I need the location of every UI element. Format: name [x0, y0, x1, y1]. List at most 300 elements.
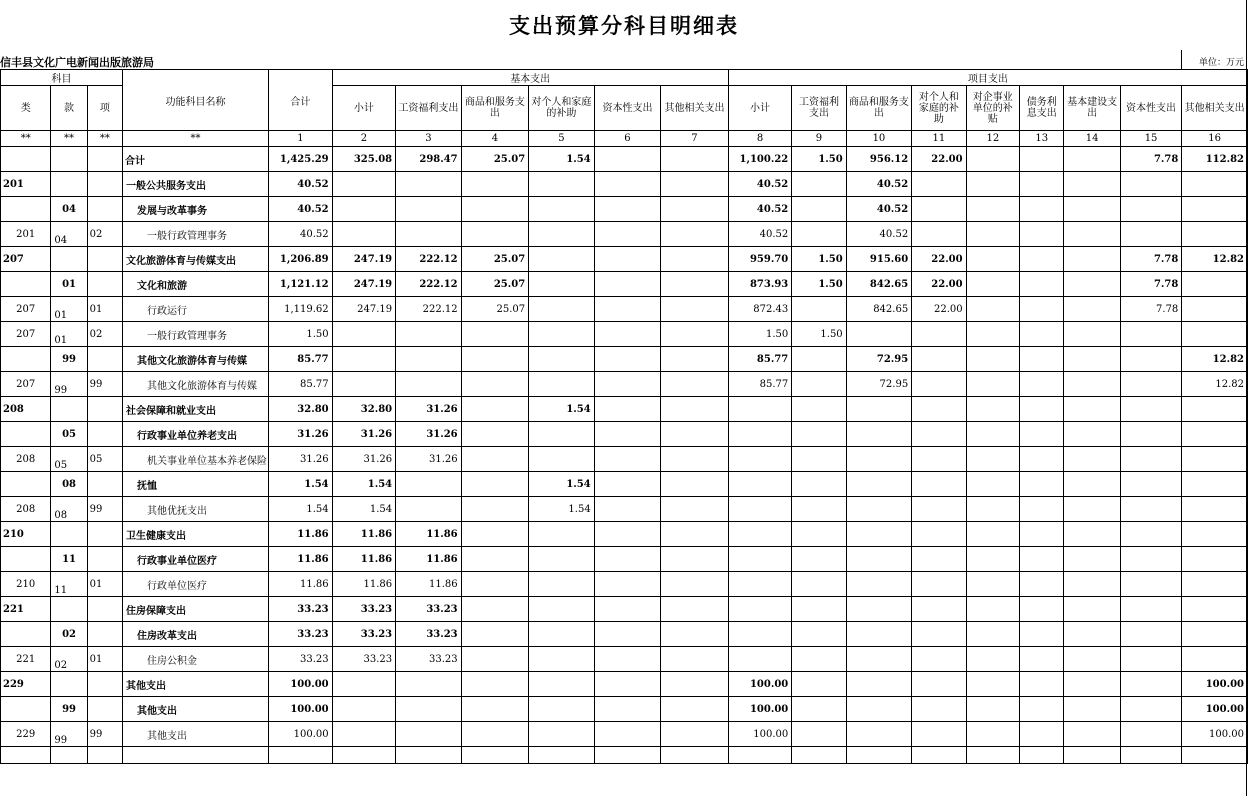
cell-lei: 229 — [1, 672, 51, 697]
cell-kuan — [51, 147, 87, 172]
cell-xiang: 02 — [87, 222, 122, 247]
cell-kuan: 05 — [51, 422, 87, 447]
cell-amount: 1.54 — [332, 497, 396, 522]
cell-lei: 210 — [1, 572, 51, 597]
cell-amount: 100.00 — [728, 697, 792, 722]
cell-amount — [912, 422, 966, 447]
cell-amount — [529, 647, 595, 672]
cell-amount: 100.00 — [269, 697, 333, 722]
cell-amount — [332, 222, 396, 247]
cell-amount — [1182, 572, 1248, 597]
cell-amount — [966, 197, 1019, 222]
table-row — [1, 272, 1248, 297]
cell-amount — [594, 672, 661, 697]
cell-kuan — [51, 247, 87, 272]
cell-amount — [661, 347, 729, 372]
cell-amount — [792, 422, 846, 447]
cell-amount — [1020, 497, 1064, 522]
cell-lei: 201 — [1, 222, 51, 247]
table-row — [1, 597, 1248, 622]
cell-amount — [529, 347, 595, 372]
cell-xiang — [87, 347, 122, 372]
cell-amount — [1120, 672, 1181, 697]
cell-amount — [966, 447, 1019, 472]
cell-amount — [594, 447, 661, 472]
cell-amount — [1064, 472, 1120, 497]
cell-amount — [1064, 372, 1120, 397]
cell-amount — [1020, 422, 1064, 447]
cell-amount — [1120, 347, 1181, 372]
cell-amount — [396, 497, 462, 522]
cell-amount — [1020, 222, 1064, 247]
cell-amount — [1182, 547, 1248, 572]
cell-amount: 1,100.22 — [728, 147, 792, 172]
cell-amount — [594, 647, 661, 672]
table-row — [1, 697, 1248, 722]
cell-xiang: 01 — [87, 647, 122, 672]
cell-function-name: 发展与改革事务 — [122, 197, 268, 222]
cell-amount — [461, 697, 529, 722]
cell-amount: 33.23 — [332, 622, 396, 647]
cell-lei: 210 — [1, 522, 51, 547]
header-lei: 类 — [1, 86, 51, 131]
cell-amount: 100.00 — [269, 672, 333, 697]
cell-amount — [912, 622, 966, 647]
cell-kuan: 99 — [51, 697, 87, 722]
header-col-5: 对个人和家庭的补助 — [529, 86, 595, 131]
cell-kuan: 11 — [51, 572, 87, 597]
empty-row — [1, 747, 1248, 764]
cell-amount — [1064, 272, 1120, 297]
cell-amount — [728, 397, 792, 422]
empty-cell — [1182, 747, 1248, 764]
cell-amount: 32.80 — [332, 397, 396, 422]
cell-amount: 31.26 — [396, 447, 462, 472]
cell-amount: 222.12 — [396, 297, 462, 322]
cell-amount — [661, 672, 729, 697]
cell-amount — [1020, 597, 1064, 622]
cell-amount — [1120, 622, 1181, 647]
cell-kuan — [51, 597, 87, 622]
header-col-number: 4 — [461, 131, 529, 147]
header-col-16: 其他相关支出 — [1182, 86, 1248, 131]
cell-amount — [966, 222, 1019, 247]
table-row — [1, 422, 1248, 447]
cell-amount — [1182, 497, 1248, 522]
cell-kuan: 99 — [51, 722, 87, 747]
budget-table — [0, 69, 1248, 764]
header-col-number: 14 — [1064, 131, 1120, 147]
table-row — [1, 547, 1248, 572]
header-basic-expense: 基本支出 — [332, 70, 728, 86]
cell-amount — [661, 272, 729, 297]
cell-amount — [1120, 447, 1181, 472]
cell-amount: 1.50 — [792, 322, 846, 347]
header-star-cell: ** — [1, 131, 51, 147]
cell-lei: 221 — [1, 647, 51, 672]
empty-cell — [1064, 747, 1120, 764]
cell-function-name: 其他支出 — [122, 722, 268, 747]
cell-amount — [1182, 322, 1248, 347]
cell-amount — [846, 472, 912, 497]
cell-amount — [1064, 222, 1120, 247]
cell-amount: 11.86 — [269, 522, 333, 547]
cell-amount — [396, 472, 462, 497]
cell-function-name: 行政单位医疗 — [122, 572, 268, 597]
cell-amount: 842.65 — [846, 297, 912, 322]
cell-lei: 207 — [1, 322, 51, 347]
cell-xiang — [87, 272, 122, 297]
cell-amount — [661, 547, 729, 572]
cell-amount — [332, 672, 396, 697]
cell-xiang — [87, 522, 122, 547]
table-row — [1, 647, 1248, 672]
cell-amount — [529, 447, 595, 472]
cell-amount — [594, 297, 661, 322]
cell-amount — [396, 322, 462, 347]
cell-amount: 247.19 — [332, 297, 396, 322]
cell-xiang — [87, 697, 122, 722]
cell-amount — [912, 697, 966, 722]
cell-amount — [529, 422, 595, 447]
cell-amount: 33.23 — [396, 622, 462, 647]
cell-amount — [846, 422, 912, 447]
cell-amount: 22.00 — [912, 272, 966, 297]
cell-amount — [1120, 372, 1181, 397]
cell-amount: 33.23 — [332, 597, 396, 622]
cell-amount: 40.52 — [846, 197, 912, 222]
header-col-14: 基本建设支出 — [1064, 86, 1120, 131]
cell-amount — [529, 322, 595, 347]
cell-amount: 31.26 — [396, 397, 462, 422]
cell-amount: 31.26 — [332, 447, 396, 472]
cell-amount — [594, 597, 661, 622]
cell-amount — [728, 572, 792, 597]
cell-amount: 11.86 — [332, 572, 396, 597]
cell-amount: 247.19 — [332, 272, 396, 297]
table-row — [1, 222, 1248, 247]
empty-cell — [396, 747, 462, 764]
cell-amount: 25.07 — [461, 272, 529, 297]
cell-xiang — [87, 472, 122, 497]
header-star-cell: ** — [87, 131, 122, 147]
header-total: 合计 — [269, 70, 333, 131]
cell-function-name: 行政运行 — [122, 297, 268, 322]
table-row — [1, 147, 1248, 172]
cell-amount — [1120, 497, 1181, 522]
cell-amount — [912, 522, 966, 547]
cell-amount — [846, 672, 912, 697]
unit-divider — [1181, 50, 1182, 69]
cell-amount — [792, 647, 846, 672]
cell-amount — [594, 247, 661, 272]
cell-function-name: 其他文化旅游体育与传媒 — [122, 347, 268, 372]
empty-cell — [461, 747, 529, 764]
empty-cell — [1, 747, 51, 764]
cell-amount — [594, 522, 661, 547]
cell-amount — [1120, 422, 1181, 447]
cell-amount — [461, 322, 529, 347]
cell-xiang — [87, 397, 122, 422]
cell-amount: 7.78 — [1120, 247, 1181, 272]
cell-amount — [461, 347, 529, 372]
table-row — [1, 397, 1248, 422]
cell-amount — [1120, 522, 1181, 547]
cell-amount — [792, 572, 846, 597]
cell-amount — [661, 247, 729, 272]
cell-amount — [792, 172, 846, 197]
cell-amount — [846, 447, 912, 472]
cell-amount: 85.77 — [269, 347, 333, 372]
cell-amount — [912, 497, 966, 522]
header-xiang: 项 — [87, 86, 122, 131]
cell-amount — [461, 422, 529, 447]
cell-amount — [461, 497, 529, 522]
header-col-number: 16 — [1182, 131, 1248, 147]
cell-amount — [846, 322, 912, 347]
cell-amount — [1064, 647, 1120, 672]
header-function-name: 功能科目名称 — [122, 70, 268, 131]
cell-amount — [396, 222, 462, 247]
cell-kuan: 08 — [51, 497, 87, 522]
cell-amount: 1.54 — [269, 472, 333, 497]
cell-amount: 40.52 — [846, 172, 912, 197]
cell-amount — [966, 522, 1019, 547]
cell-amount — [461, 222, 529, 247]
cell-amount — [461, 397, 529, 422]
cell-amount: 12.82 — [1182, 247, 1248, 272]
cell-amount — [661, 472, 729, 497]
cell-function-name: 文化旅游体育与传媒支出 — [122, 247, 268, 272]
table-row — [1, 297, 1248, 322]
cell-amount — [1120, 547, 1181, 572]
cell-amount — [1120, 572, 1181, 597]
cell-lei — [1, 472, 51, 497]
table-row — [1, 247, 1248, 272]
cell-amount — [912, 347, 966, 372]
cell-amount — [792, 222, 846, 247]
cell-amount: 31.26 — [269, 422, 333, 447]
cell-amount: 1.54 — [529, 497, 595, 522]
cell-amount — [1064, 597, 1120, 622]
cell-amount — [396, 372, 462, 397]
cell-amount — [1064, 547, 1120, 572]
table-row — [1, 522, 1248, 547]
cell-amount — [966, 497, 1019, 522]
cell-amount — [594, 697, 661, 722]
cell-lei — [1, 147, 51, 172]
cell-amount — [846, 697, 912, 722]
cell-lei — [1, 347, 51, 372]
cell-amount: 25.07 — [461, 147, 529, 172]
cell-amount — [1020, 172, 1064, 197]
cell-amount — [1182, 172, 1248, 197]
header-col-7: 其他相关支出 — [661, 86, 729, 131]
cell-function-name: 行政事业单位医疗 — [122, 547, 268, 572]
cell-amount — [1120, 597, 1181, 622]
cell-amount — [912, 172, 966, 197]
cell-amount — [461, 547, 529, 572]
cell-amount: 40.52 — [846, 222, 912, 247]
cell-amount — [1064, 397, 1120, 422]
cell-amount: 842.65 — [846, 272, 912, 297]
cell-amount — [1064, 172, 1120, 197]
cell-amount — [1064, 147, 1120, 172]
cell-amount — [792, 497, 846, 522]
cell-amount: 1.54 — [332, 472, 396, 497]
cell-amount — [792, 547, 846, 572]
cell-amount — [332, 322, 396, 347]
cell-amount — [846, 572, 912, 597]
cell-amount — [661, 497, 729, 522]
cell-amount — [792, 447, 846, 472]
cell-amount — [396, 172, 462, 197]
cell-xiang: 99 — [87, 722, 122, 747]
empty-cell — [966, 747, 1019, 764]
cell-amount: 33.23 — [269, 647, 333, 672]
cell-kuan: 01 — [51, 322, 87, 347]
cell-amount — [461, 622, 529, 647]
header-col-number: 15 — [1120, 131, 1181, 147]
empty-cell — [912, 747, 966, 764]
cell-amount — [1064, 447, 1120, 472]
cell-xiang — [87, 622, 122, 647]
header-col-number: 11 — [912, 131, 966, 147]
cell-amount — [1020, 322, 1064, 347]
cell-amount — [966, 247, 1019, 272]
cell-amount — [1064, 297, 1120, 322]
cell-amount — [661, 722, 729, 747]
cell-amount — [846, 622, 912, 647]
cell-amount — [529, 247, 595, 272]
cell-amount — [461, 572, 529, 597]
cell-amount — [529, 672, 595, 697]
empty-cell — [1120, 747, 1181, 764]
cell-amount — [1020, 247, 1064, 272]
cell-amount — [846, 547, 912, 572]
cell-xiang: 05 — [87, 447, 122, 472]
cell-amount — [792, 622, 846, 647]
cell-amount — [1182, 622, 1248, 647]
cell-amount — [661, 597, 729, 622]
cell-amount — [594, 497, 661, 522]
cell-amount — [661, 322, 729, 347]
cell-amount — [792, 372, 846, 397]
cell-xiang: 01 — [87, 572, 122, 597]
cell-function-name: 卫生健康支出 — [122, 522, 268, 547]
cell-amount — [966, 147, 1019, 172]
cell-amount — [1020, 572, 1064, 597]
cell-amount — [594, 572, 661, 597]
cell-amount — [1182, 647, 1248, 672]
cell-amount — [912, 647, 966, 672]
header-col-2: 小计 — [332, 86, 396, 131]
header-col-9: 工资福利支出 — [792, 86, 846, 131]
cell-amount — [1064, 672, 1120, 697]
header-col-number: 9 — [792, 131, 846, 147]
cell-amount: 100.00 — [269, 722, 333, 747]
cell-amount — [1020, 547, 1064, 572]
cell-amount — [1182, 222, 1248, 247]
cell-amount: 12.82 — [1182, 372, 1248, 397]
cell-amount — [1064, 622, 1120, 647]
empty-cell — [269, 747, 333, 764]
cell-amount: 112.82 — [1182, 147, 1248, 172]
cell-amount — [966, 572, 1019, 597]
cell-amount — [966, 672, 1019, 697]
cell-xiang: 01 — [87, 297, 122, 322]
cell-amount: 1.54 — [529, 147, 595, 172]
cell-lei: 208 — [1, 397, 51, 422]
unit-label: 单位：万元 — [1198, 58, 1244, 68]
cell-amount — [1020, 297, 1064, 322]
cell-amount: 247.19 — [332, 247, 396, 272]
cell-amount — [1064, 722, 1120, 747]
cell-xiang — [87, 422, 122, 447]
cell-kuan: 99 — [51, 347, 87, 372]
header-col-4: 商品和服务支出 — [461, 86, 529, 131]
cell-amount: 85.77 — [728, 372, 792, 397]
cell-amount — [792, 697, 846, 722]
cell-amount — [1020, 372, 1064, 397]
cell-amount — [912, 672, 966, 697]
cell-amount — [332, 697, 396, 722]
empty-cell — [529, 747, 595, 764]
cell-amount — [1064, 347, 1120, 372]
cell-amount: 31.26 — [269, 447, 333, 472]
cell-amount — [1020, 522, 1064, 547]
cell-amount — [1020, 622, 1064, 647]
cell-amount — [594, 722, 661, 747]
header-col-3: 工资福利支出 — [396, 86, 462, 131]
cell-amount — [461, 197, 529, 222]
cell-amount: 1,119.62 — [269, 297, 333, 322]
cell-amount — [529, 297, 595, 322]
cell-amount — [1182, 272, 1248, 297]
cell-amount — [966, 647, 1019, 672]
cell-function-name: 机关事业单位基本养老保险 — [122, 447, 268, 472]
cell-amount — [332, 197, 396, 222]
header-col-6: 资本性支出 — [594, 86, 661, 131]
cell-amount — [529, 197, 595, 222]
cell-amount: 1.54 — [269, 497, 333, 522]
cell-amount: 222.12 — [396, 272, 462, 297]
table-row — [1, 622, 1248, 647]
header-col-15: 资本性支出 — [1120, 86, 1181, 131]
cell-amount — [846, 497, 912, 522]
cell-amount — [529, 722, 595, 747]
cell-amount — [529, 622, 595, 647]
empty-cell — [87, 747, 122, 764]
cell-amount: 11.86 — [269, 547, 333, 572]
report-title: 支出预算分科目明细表 — [509, 13, 739, 38]
cell-kuan: 99 — [51, 372, 87, 397]
cell-amount: 100.00 — [1182, 672, 1248, 697]
cell-amount: 31.26 — [332, 422, 396, 447]
table-row — [1, 347, 1248, 372]
cell-amount — [1064, 697, 1120, 722]
cell-kuan — [51, 522, 87, 547]
cell-amount — [728, 422, 792, 447]
cell-amount — [1182, 522, 1248, 547]
cell-amount — [461, 597, 529, 622]
cell-lei: 208 — [1, 447, 51, 472]
cell-amount: 72.95 — [846, 372, 912, 397]
cell-amount — [728, 472, 792, 497]
cell-amount — [661, 622, 729, 647]
cell-amount: 11.86 — [332, 522, 396, 547]
cell-function-name: 合计 — [122, 147, 268, 172]
